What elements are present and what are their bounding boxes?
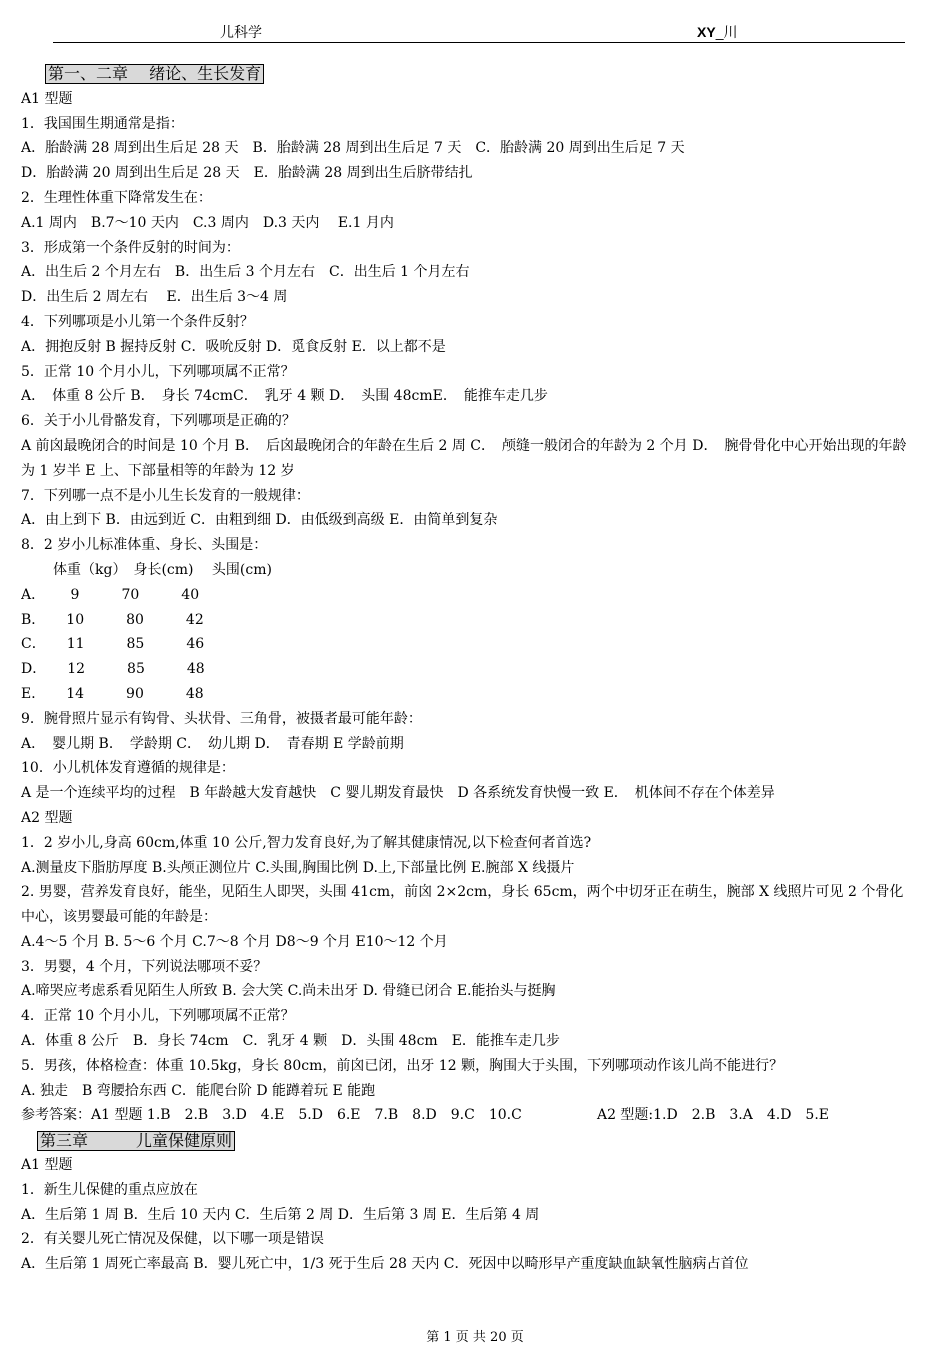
text-line: 5．正常 10 个月小儿，下列哪项属不正常？ [21, 363, 295, 380]
text-line: 8．2 岁小儿标准体重、身长、头围是： [21, 537, 268, 554]
text-line: A. 独走 B 弯腰拾东西 C．能爬台阶 D 能蹲着玩 E 能跑 [21, 1082, 376, 1099]
text-line: 4．正常 10 个月小儿，下列哪项属不正常？ [21, 1008, 295, 1025]
text-line: A1 型题 [21, 90, 73, 107]
table-row: E． 14 90 48 [21, 685, 204, 702]
text-line: A.1 周内 B.7～10 天内 C.3 周内 D.3 天内 E.1 月内 [21, 214, 394, 231]
table-row: C． 11 85 46 [21, 636, 205, 653]
question-block-e [21, 1153, 909, 1277]
text-line: 4．下列哪项是小儿第一个条件反射？ [21, 313, 254, 330]
table-header: 体重（kg） 身长(cm) 头围(cm) [53, 561, 272, 578]
text-line: A． 婴儿期 B． 学龄期 C． 幼儿期 D． 青春期 E 学龄前期 [21, 735, 404, 752]
table-row: A． 9 70 40 [21, 586, 200, 603]
text-line: A． 体重 8 公斤 B． 身长 74cmC． 乳牙 4 颗 D． 头围 48cmE． 能推车走几步 [21, 388, 548, 405]
question-block-a [21, 87, 909, 434]
text-line: A．拥抱反射 B 握持反射 C．吸吮反射 D．觅食反射 E．以上都不是 [21, 338, 446, 355]
chapter-heading-row-3 [21, 1128, 909, 1153]
answer-key-a1: 参考答案：A1 型题 1.B 2.B 3.D 4.E 5.D 6.E 7.B 8.D 9.C 10.C [21, 1107, 522, 1124]
text-line: 1．2 岁小儿,身高 60cm,体重 10 公斤,智力发育良好,为了解其健康情况,以下检查何者首选? [21, 834, 592, 851]
text-line: 2．生理性体重下降常发生在： [21, 189, 212, 206]
text-line: 2．有关婴儿死亡情况及保健，以下哪一项是错误 [21, 1231, 324, 1248]
text-line: A．由上到下 B．由远到近 C．由粗到细 D．由低级到高级 E．由简单到复杂 [21, 512, 498, 529]
text-line: 1．我国围生期通常是指： [21, 115, 184, 132]
text-line: 6．关于小儿骨骼发育，下列哪项是正确的？ [21, 413, 296, 430]
standard-table [21, 583, 909, 707]
text-line: 9．腕骨照片显示有钩骨、头状骨、三角骨，被摄者最可能年龄： [21, 710, 422, 727]
question-block-d [21, 930, 909, 1104]
chapter-heading-1: 第一、二章 绪论、生长发育 [45, 64, 264, 84]
header-author [697, 22, 737, 42]
header-author-bold: XY [697, 24, 716, 40]
question-block-b [21, 484, 909, 558]
text-line: D．胎龄满 20 周到出生后足 28 天 E．胎龄满 28 周到出生后脐带结扎 [21, 165, 473, 182]
text-line: D．出生后 2 周左右 E．出生后 3～4 周 [21, 289, 288, 306]
question-block-c [21, 707, 909, 881]
text-line: A2 型题 [21, 809, 73, 826]
text-line: A．体重 8 公斤 B．身长 74cm C．乳牙 4 颗 D．头围 48cm E．能推车走几步 [21, 1033, 560, 1050]
table-row: B． 10 80 42 [21, 611, 204, 628]
question-6-options: A 前囟最晚闭合的时间是 10 个月 B． 后囟最晚闭合的年龄在生后 2 周 C． 颅缝一般闭合的年龄为 2 个月 D． 腕骨骨化中心开始出现的年龄为 1 岁半 E 上、下部量相等的年龄为 12 岁 [21, 437, 907, 479]
page-header [53, 22, 905, 43]
chapter-heading-3: 第三章 儿童保健原则 [37, 1131, 235, 1151]
text-line: A．出生后 2 个月左右 B．出生后 3 个月左右 C．出生后 1 个月左右 [21, 264, 470, 281]
text-line: A.啼哭应考虑系看见陌生人所致 B. 会大笑 C.尚未出牙 D. 骨缝已闭合 E.能抬头与挺胸 [21, 983, 556, 1000]
text-line: A 是一个连续平均的过程 B 年龄越大发育越快 C 婴儿期发育最快 D 各系统发育快慢一致 E． 机体间不存在个体差异 [21, 785, 775, 802]
text-line: 10．小儿机体发育遵循的规律是： [21, 760, 235, 777]
answer-key-a2: A2 型题:1.D 2.B 3.A 4.D 5.E [596, 1107, 829, 1124]
header-subject: 儿科学 [220, 24, 262, 40]
text-line: 7．下列哪一点不是小儿生长发育的一般规律： [21, 487, 310, 504]
document-body [21, 62, 909, 1277]
text-line: 1．新生儿保健的重点应放在 [21, 1181, 198, 1198]
page-footer: 第 1 页 共 20 页 [426, 1330, 524, 1345]
table-row: D． 12 85 48 [21, 661, 205, 678]
chapter-heading-row [21, 62, 909, 87]
text-line: 5．男孩，体格检查：体重 10.5kg，身长 80cm，前囟已闭，出牙 12 颗，胸围大于头围，下列哪项动作该儿尚不能进行？ [21, 1057, 784, 1074]
text-line: A．生后第 1 周死亡率最高 B．婴儿死亡中，1/3 死于生后 28 天内 C．死因中以畸形早产重度缺血缺氧性脑病占首位 [21, 1256, 749, 1273]
header-author-rest: _川 [715, 24, 738, 40]
text-line: A．生后第 1 周 B．生后 10 天内 C．生后第 2 周 D．生后第 3 周 E．生后第 4 周 [21, 1206, 540, 1223]
text-line: A1 型题 [21, 1157, 73, 1174]
answer-key [21, 1103, 909, 1128]
text-line: A.4～5 个月 B. 5～6 个月 C.7～8 个月 D8～9 个月 E10～12 个月 [21, 933, 448, 950]
text-line: A.测量皮下脂肪厚度 B.头颅正测位片 C.头围,胸围比例 D.上,下部量比例 E.腕部 X 线摄片 [21, 859, 575, 876]
text-line: A．胎龄满 28 周到出生后足 28 天 B．胎龄满 28 周到出生后足 7 天 C．胎龄满 20 周到出生后足 7 天 [21, 140, 685, 157]
text-line: 3．男婴，4 个月，下列说法哪项不妥？ [21, 958, 268, 975]
text-line: 3．形成第一个条件反射的时间为： [21, 239, 240, 256]
a2-question-2: 2. 男婴，营养发育良好，能坐，见陌生人即哭，头围 41cm，前囟 2×2cm，身长 65cm，两个中切牙正在萌生，腕部 X 线照片可见 2 个骨化中心，该男婴最可能的年龄是： [21, 884, 904, 926]
